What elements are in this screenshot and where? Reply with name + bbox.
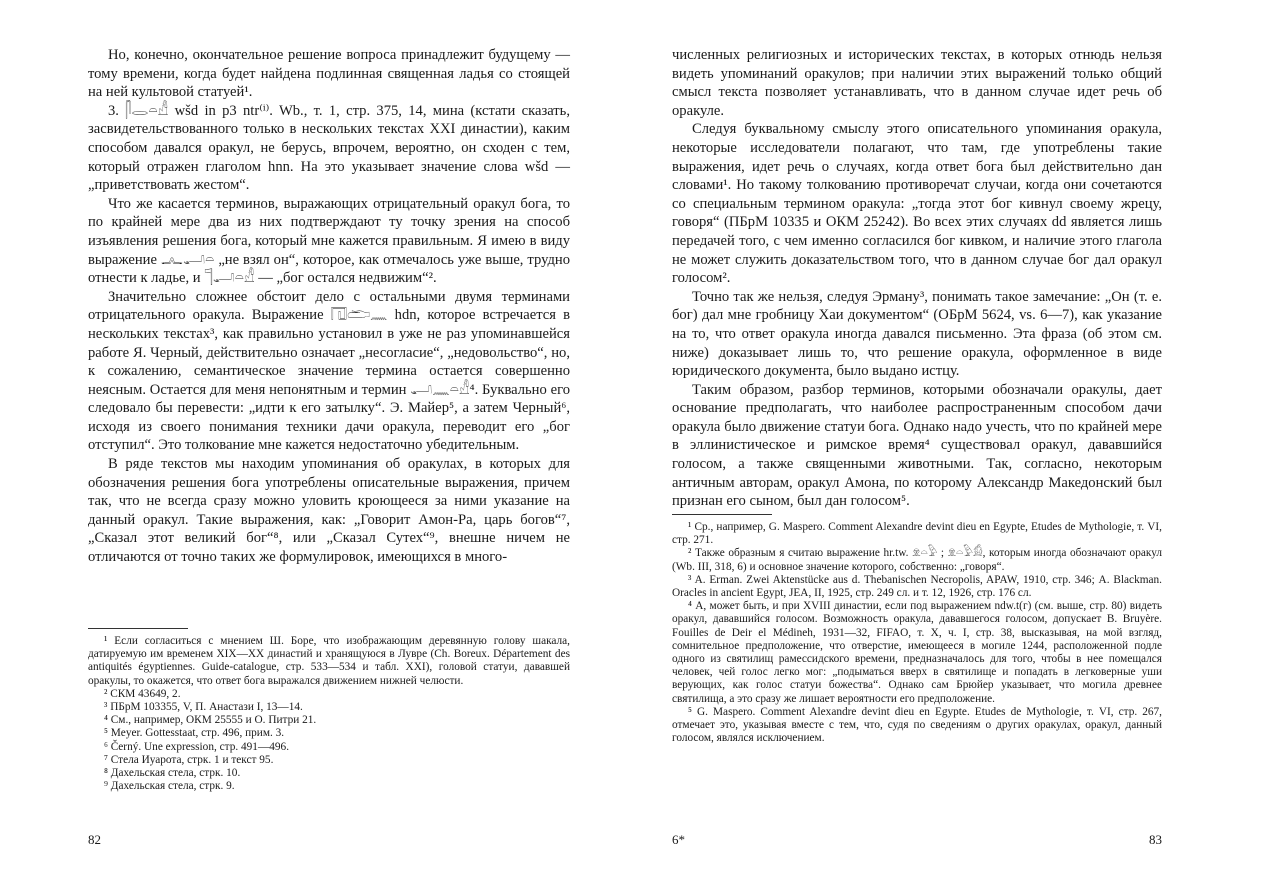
footnote: ⁸ Дахельская стела, стрк. 10. <box>104 767 241 780</box>
paragraph: численных религиозных и исторических текстах, в которых отнюдь нельзя видеть упоминаний оракулов; при наличии этих выражений только общий смысл текста позволяет устанавливать, что в данном случае идет речь об оракуле. <box>672 47 1162 119</box>
footnote: ⁵ Meyer. Gottesstaat, стр. 496, прим. 3. <box>104 727 285 740</box>
footnote: ¹ Если согласиться с мнением Ш. Боре, что изображающим деревянную голову шакала, датируемую им временем XIX—XX династий и хранящуюся в Лувре (Ch. Boreux. Département des antiquités égyptiennes. Guide-catalogue, стр. 533—534 и табл. XXI), головой статуи, дававшей оракулы, то окажется, что ответ бога выражался движением нижней челюсти. <box>88 635 570 687</box>
paragraph: Значительно сложнее обстоит дело с остальными двумя терминами отрицательного оракула. Выражение 𓉔𓂧𓈖 hdn, которое встречается в нескольких текстах³, как правильно установил в уже не раз упоминавшейся работе Я. Черный, действительно означает „несогласие“, „недовольство“, но, к сожалению, семантическое значение термина остается совершенно неясным. Остается для меня непонятным и термин 𓂝𓈖𓏏𓀭⁴. Буквально его следовало бы перевести: „идти к его затылку“. Э. Майер⁵, а затем Черный⁶, исходя из своего понимания техники дачи оракула, переводит его „бог отступил“. Это толкование мне кажется недостаточно убедительным. <box>88 288 570 454</box>
footnote-rule <box>88 628 188 629</box>
left-page <box>88 0 570 893</box>
page-number: 83 <box>1149 832 1162 847</box>
footnote: ⁵ G. Maspero. Comment Alexandre devint dieu en Egypte. Etudes de Mythologie, т. VI, стр. 267, отмечает это, указывая вместе с тем, что, судя по сведениям о других оракулах, оракул, данный голосом, являлся исключением. <box>672 705 1162 745</box>
footnote: ³ A. Erman. Zwei Aktenstücke aus d. Thebanischen Necropolis, APAW, 1910, стр. 346; A. Blackman. Oracles in ancient Egypt, JEA, II, 1925, стр. 249 сл. и т. 12, 1926, стр. 176 сл. <box>672 573 1162 600</box>
paragraph: Следуя буквальному смыслу этого описательного упоминания оракула, некоторые исследователи полагают, что там, где употреблены такие выражения, идет речь о случаях, когда ответ бога был действительно дан словами¹. Но такому толкованию противоречат случаи, когда они сочетаются со специальным термином оракула: „тогда этот бог кивнул своему жрецу, говоря“ (ПБрМ 10335 и ОКМ 25242). Во всех этих случаях dd является лишь передачей того, с чем именно согласился бог кивком, и наличие этого глагола не может служить доказательством того, что в данном случае бог дал оракул голосом². <box>672 121 1162 287</box>
footnote: ⁶ Černý. Une expression, стр. 491—496. <box>104 740 290 753</box>
right-page <box>672 0 1162 893</box>
footnote: ² СКМ 43649, 2. <box>104 687 181 700</box>
paragraph: Точно так же нельзя, следуя Эрману³, понимать такое замечание: „Он (т. е. бог) дал мне гробницу Хаи документом“ (ОБрМ 5624, vs. 6—7), как указание на то, что ответ оракула иногда давался письменно. Эта фраза (об этом см. ниже) доказывает лишь то, что решение оракула, оформленное в виде юридического документа, было выдано истцу. <box>672 288 1162 380</box>
footnote: ³ ПБрМ 103355, V, П. Анастази I, 13—14. <box>104 701 303 714</box>
signature-mark: 6* <box>672 832 685 847</box>
left-footnotes <box>88 628 570 793</box>
paragraph: 3. 𓋴𓂋𓏏𓀭 wšd in p3 ntr⁽ⁱ⁾. Wb., т. 1, стр. 375, 14, мина (кстати сказать, засвидетельствованного только в нескольких текстах XXI династии), каким способом давался оракул, не берусь, впрочем, вероятно, он сходен с тем, который отражен глаголом hnn. На это указывает значение слова wšd — „приветствовать жестом“. <box>88 102 570 194</box>
paragraph: Таким образом, разбор терминов, которыми обозначали оракулы, дает основание предполагать, что наиболее распространенным способом дачи оракула было движение статуи бога. Однако надо учесть, что по крайней мере в эллинистическое и римское время⁴ существовал оракул, дававшийся голосом, а также священными животными. Так, согласно, некоторым античным авторам, оракул Амона, по которому Александр Македонский был признан его сыном, был дан голосом⁵. <box>672 381 1162 510</box>
left-body-text <box>88 46 570 567</box>
footnote: ² Также образным я считаю выражение hr.tw. 𓁷𓏏𓅱 ; 𓁷𓏏𓅱𓀁, которым иногда обозначают оракул (Wb. III, 318, 6) и основное значение которого, собственно: „говоря“. <box>672 547 1162 573</box>
footnote: ¹ Ср., например, G. Maspero. Comment Alexandre devint dieu en Egypte, Etudes de Mythologie, т. VI, стр. 271. <box>672 521 1162 547</box>
footnote-rule <box>672 514 772 515</box>
footnote: ⁹ Дахельская стела, стрк. 9. <box>104 780 235 793</box>
paragraph: Но, конечно, окончательное решение вопроса принадлежит будущему — тому времени, когда будет найдена подлинная священная ладья со стоящей на ней культовой статуей¹. <box>88 47 570 101</box>
paragraph: В ряде текстов мы находим упоминания об оракулах, в которых для обозначения решения бога употреблены описательные выражения, причем так, что не всегда сразу можно уловить кроющееся за ними указание на данный оракул. Такие выражения, как: „Говорит Амон-Ра, царь богов“⁷, „Сказал этот великий бог“⁸, или „Сказал Сутех“⁹, внешне ничем не отличаются от точно таких же формулировок, имеющихся в много- <box>88 456 570 566</box>
paragraph: Что же касается терминов, выражающих отрицательный оракул бога, то по крайней мере два из них подтверждают ту точку зрения на способ изъявления решения бога, который мне кажется правильным. Я имею в виду выражение 𓂜𓂝𓏏 „не взял он“, которое, как отмечалось уже выше, трудно отнести к ладье, и 𓊹𓂝𓏏𓀭 — „бог остался недвижим“². <box>88 195 570 287</box>
footnote: ⁷ Стела Иуарота, стрк. 1 и текст 95. <box>104 753 274 766</box>
footnote: ⁴ А, может быть, и при XVIII династии, если под выражением ndw.t(г) (см. выше, стр. 80) видеть оракул, дававшийся голосом. Возможность оракула, дававшегося голосом, допускает B. Bruyère. Fouilles de Deir el Médineh, 1931—32, FIFAO, т. X, ч. I, стр. 38, высказывая, на мой взгляд, сомнительное предположение, что отверстие, имеющееся в могиле 1244, расположенной подле одного из святилищ рамессидского времени, предназначалось для того, чтобы в нее помещался человек, чей голос легко мог: „подыматься вверх в святилище и попадать в легковерные уши верующих, как голос статуи божества“. Однако сам Брюйер указывает, что могила древнее святилища, а это сразу же лишает вероятности его предположение. <box>672 600 1162 705</box>
footnote: ⁴ См., например, ОКМ 25555 и О. Питри 21. <box>104 714 317 727</box>
page-number: 82 <box>88 832 101 847</box>
right-body-text <box>672 46 1162 511</box>
right-footnotes <box>672 514 1162 745</box>
